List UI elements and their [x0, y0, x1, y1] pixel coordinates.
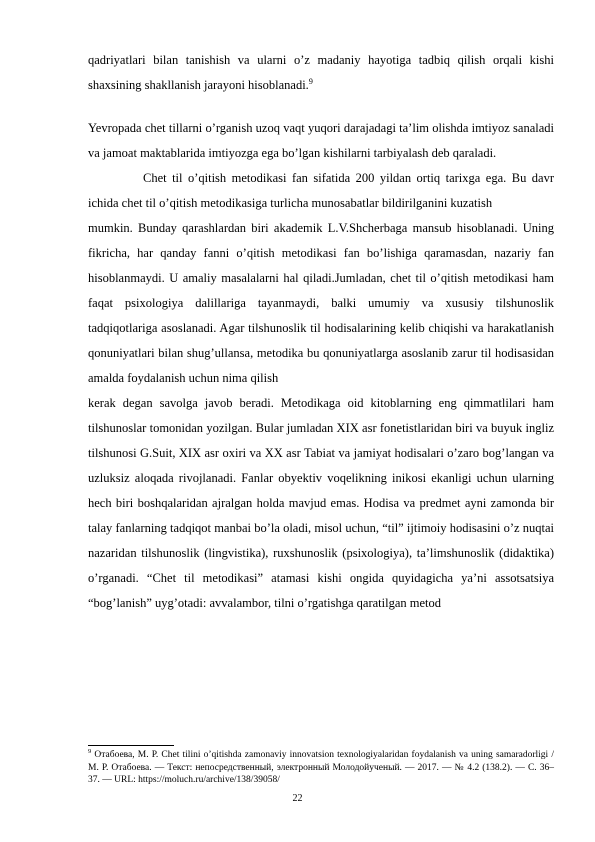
footnote-number: 9: [88, 747, 92, 755]
paragraph-methodology-history: Chet til o’qitish metodikasi fan sifatida 200 yildan ortiq tarixga ega. Bu davr ichida chet til o’qitish metodikasiga turlicha munosabatlar bildirilganini kuzatish: [88, 171, 554, 210]
paragraph-linguists: kerak degan savolga javob beradi. Metodikaga oid kitoblarning eng qimmatlilari ham tilshunoslar tomonidan yozilgan. Bular jumladan XIX asr fonetistlaridan biri va buyuk ingliz tilshunosi G.Suit, XIX asr oxiri va XX asr Tabiat va jamiyat hodisalari o’zaro bog’langan va uzluksiz aloqada rivojlanadi. Fanlar obyektiv voqelikning inikosi ekanligi uchun ularning hech biri boshqalaridan ajralgan holda mavjud emas. Hodisa va predmet ayni zamonda bir talay fanlarning tadqiqot manbai bo’la oladi, misol uchun, “til” ijtimoiy hodisasini o’z nuqtai nazaridan tilshunoslik (lingvistika), ruxshunoslik (psixologiya), ta’limshunoslik (didaktika) o’rganadi. “Chet til metodikasi” atamasi kishi ongida quyidagicha ya’ni assotsatsiya “bog’lanish” uyg’otadi: avvalambor, tilni o’rgatishga qaratilgan metod: [88, 396, 554, 610]
document-page: [88, 48, 554, 616]
paragraph-text: qadriyatlari bilan tanishish va ularni o’z madaniy hayotiga tadbiq qilish orqali kishi shaxsining shakllanish jarayoni hisoblanadi.: [88, 53, 554, 92]
footnote-reference[interactable]: 9: [308, 76, 313, 86]
paragraph-europe: Yevropada chet tillarni o’rganish uzoq vaqt yuqori darajadagi ta’lim olishda imtiyoz sanaladi va jamoat maktablarida imtiyozga ega bo’lgan kishilarni tarbiyalash deb qaraladi.: [88, 121, 554, 160]
footnote-separator: [88, 745, 174, 746]
page-number: 22: [292, 793, 303, 804]
footnote: [88, 749, 554, 787]
paragraph-intro: [88, 48, 554, 98]
footnote-text: Отабоева, М. Р. Chet tilini o’qitishda zamonaviy innovatsion texnologiyalaridan foydalanish va uning samaradorligi / М. Р. Отабоева. — Текст: непосредственный, электронный Молодойученый. — 2017. — № 4.2 (138.2). — С. 36–37. — URL: https://moluch.ru/archive/138/39058/: [88, 750, 554, 785]
paragraph-shcherba: mumkin. Bunday qarashlardan biri akademik L.V.Shcherbaga mansub hisoblanadi. Uning fikricha, har qanday fanni o’qitish metodikasi fan bo’lishiga qaramasdan, nazariy fan hisoblanmaydi. U amaliy masalalarni hal qiladi.Jumladan, chet til o’qitish metodikasi ham faqat psixologiya dalillariga tayanmaydi, balki umumiy va xususiy tilshunoslik tadqiqotlariga asoslanadi. Agar tilshunoslik til hodisalarining kelib chiqishi va harakatlanish qonuniyatlari bilan shug’ullansa, metodika bu qonuniyatlarga asoslanib zarur til hodisasidan amalda foydalanish uchun nima qilish: [88, 221, 554, 385]
